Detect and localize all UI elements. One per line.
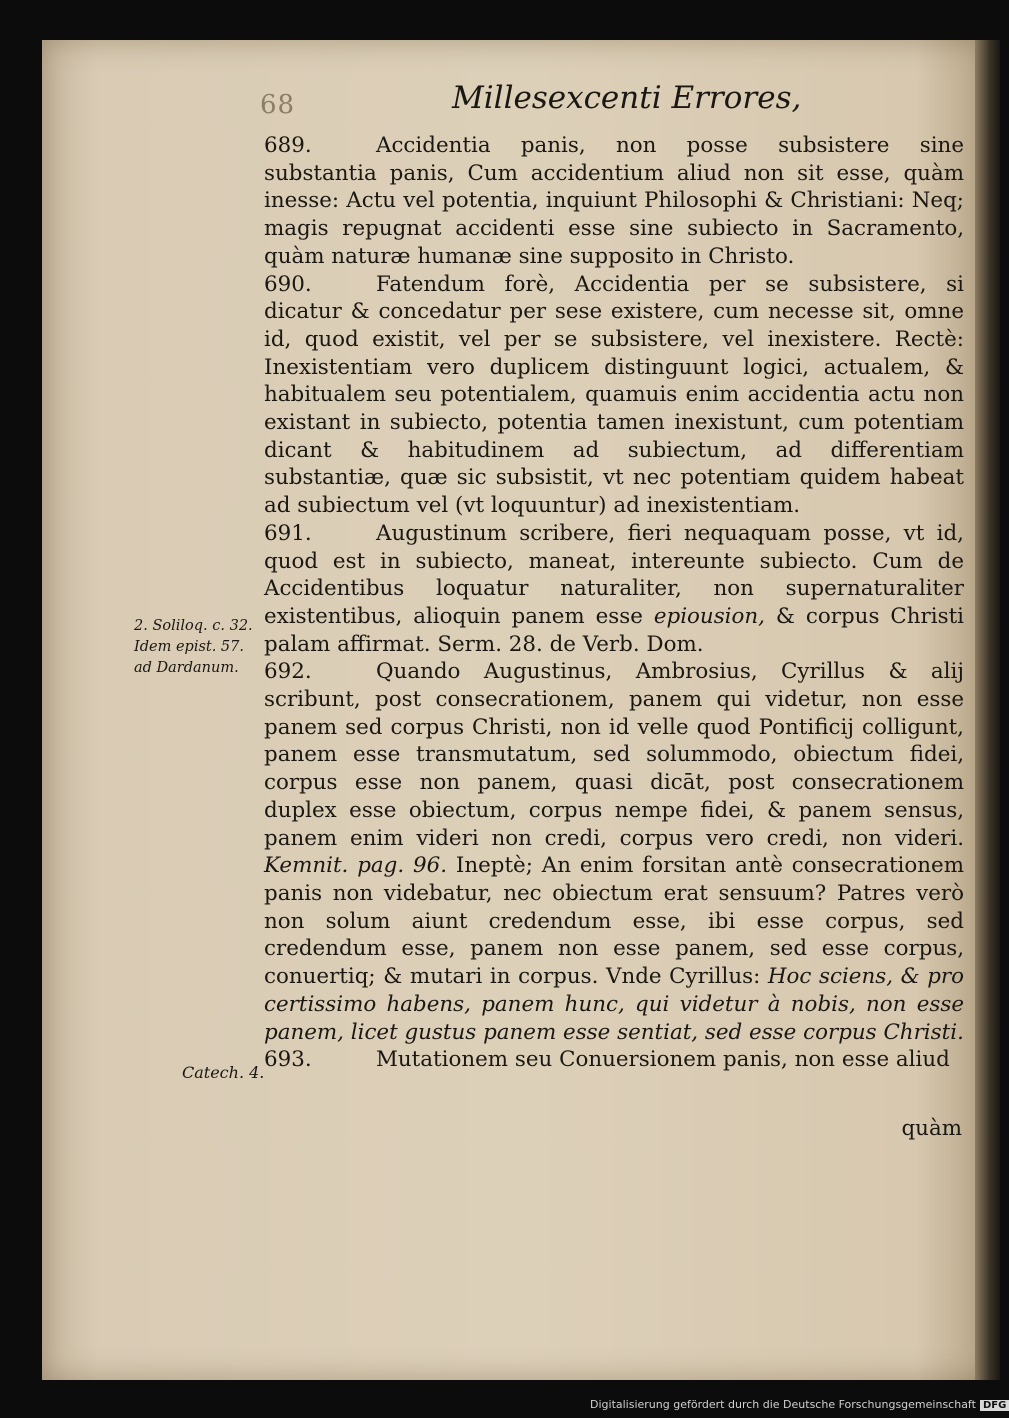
paragraph-text: Quando Augustinus, Ambrosius, Cyrillus & alij scribunt, post consecrationem, panem qui videtur, non esse panem sed corpus Christi, non id velle quod Pontificij colligunt, panem esse transmutatum, sed solummodo, obiectum fidei, corpus esse non panem, quasi dicāt, post consecrationem duplex esse obiectum, corpus nempe fidei, & panem sensus, panem enim videri non credi, corpus vero credi, non videri. [264, 659, 964, 851]
footer-text: Digitalisierung gefördert durch die Deutsche Forschungsgemeinschaft [590, 1398, 976, 1411]
running-head: Millesexcenti Errores, [452, 80, 802, 116]
paragraph-text: Mutationem seu Conuersionem panis, non esse aliud [376, 1047, 950, 1073]
paragraph-693 [264, 1046, 964, 1074]
paragraph-number: 689. [264, 133, 312, 158]
marginal-note-catech: Catech. 4. [182, 1063, 265, 1082]
paragraph-689 [264, 132, 964, 271]
page-edge [975, 40, 1000, 1380]
paragraph-citation: Kemnit. pag. 96. [264, 853, 448, 879]
paragraph-number: 693. [264, 1047, 312, 1073]
marginal-note-soliloq [134, 616, 253, 679]
book-page [42, 40, 992, 1380]
dfg-logo-icon: DFG [980, 1400, 1009, 1411]
paragraph-italic: epiousion, [653, 603, 765, 629]
paragraph-quotation: Hoc sciens, & pro certissimo habens, panem hunc, qui videtur à nobis, non esse panem, licet gustus panem esse sentiat, sed esse corpus Christi. [264, 964, 964, 1045]
footer-credit [590, 1398, 1009, 1411]
marginal-note-line: 2. Soliloq. c. 32. [134, 618, 253, 634]
page-header [42, 80, 992, 140]
paragraph-text: Fatendum forè, Accidentia per se subsistere, si dicatur & concedatur per sese existere, cum necesse sit, omne id, quod existit, vel per se subsistere, vel inexistere. Rectè: Inexistentiam vero duplicem distinguunt logici, actualem, & habitualem seu potentialem, quamuis enim accidentia actu non existant in subiecto, potentia tamen inexistunt, cum potentiam dicant & habitudinem ad subiectum, ad differentiam substantiæ, quæ sic subsistit, vt nec potentiam quidem habeat ad subiectum vel (vt loquuntur) ad inexistentiam. [264, 271, 964, 519]
paragraph-690 [264, 271, 964, 520]
marginal-note-line: ad Dardanum. [134, 660, 239, 676]
paragraph-number: 692. [264, 659, 312, 685]
page-number: 68 [260, 90, 296, 120]
paragraph-text: Augustinum scribere, fieri nequaquam posse, vt id, quod est in subiecto, maneat, intereunte subiecto. Cum de Accidentibus loquatur naturaliter, non supernaturaliter existentibus, alioquin panem esse [264, 520, 964, 629]
paragraph-text-continued: Ineptè; An enim forsitan antè consecrationem panis non videbatur, nec obiectum erat sensuum? Patres verò non solum aiunt credendum esse, ibi esse corpus, sed credendum esse, panem non esse panem, sed esse corpus, conuertiq; & mutari in corpus. Vnde Cyrillus: [264, 853, 964, 990]
paragraph-691 [264, 520, 964, 659]
paragraph-text: Accidentia panis, non posse subsistere sine substantia panis, Cum accidentium aliud non sit esse, quàm inesse: Actu vel potentia, inquiunt Philosophi & Christiani: Neq; magis repugnat accidenti esse sine subiecto in Sacramento, quàm naturæ humanæ sine supposito in Christo. [264, 133, 964, 269]
paragraph-text-continued: & corpus Christi palam affirmat. Serm. 28. de Verb. Dom. [264, 603, 964, 657]
body-text [264, 132, 964, 1074]
paragraph-692 [264, 658, 964, 1046]
catchword: quàm [901, 1116, 962, 1141]
paragraph-number: 690. [264, 271, 312, 297]
paragraph-number: 691. [264, 520, 312, 546]
marginal-note-line: Idem epist. 57. [134, 639, 244, 655]
